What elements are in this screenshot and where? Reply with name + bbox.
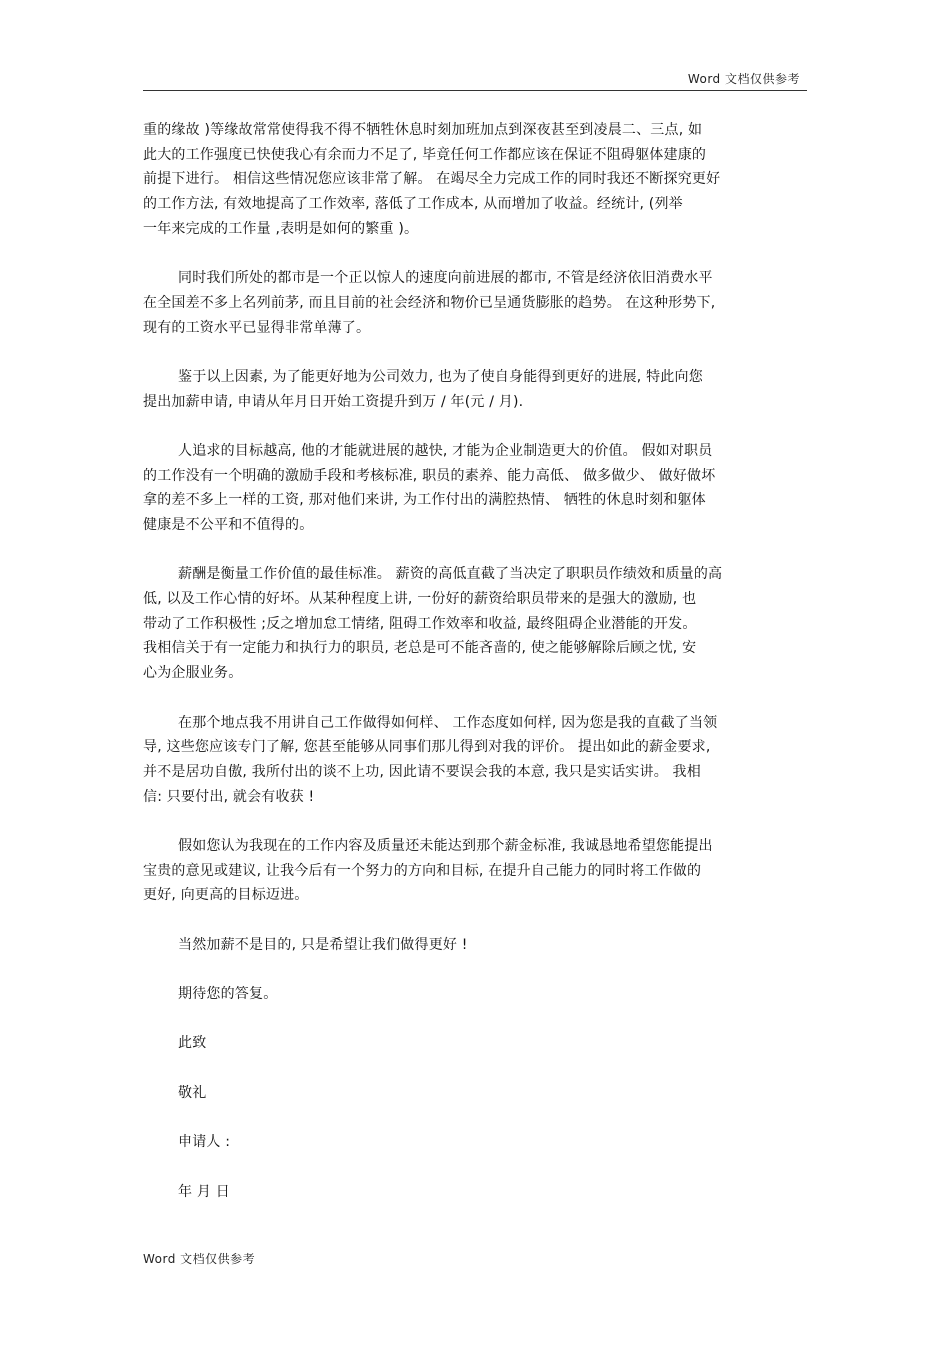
paragraph-1 xyxy=(143,118,807,241)
document-body xyxy=(143,118,807,1229)
salutation-line: 此致 xyxy=(178,1035,207,1052)
text-line: 带动了工作积极性 ;反之增加怠工情绪, 阻碍工作效率和收益, 最终阻碍企业潜能的开发。 xyxy=(143,615,697,632)
text-line: 健康是不公平和不值得的。 xyxy=(143,517,314,533)
date-line: 年 月 日 xyxy=(178,1183,230,1200)
paragraph-5 xyxy=(143,562,807,685)
text-line: 拿的差不多上一样的工资, 那对他们来讲, 为工作付出的满腔热情、 牺牲的休息时刻和躯体 xyxy=(143,492,706,509)
text-line: 鉴于以上因素, 为了能更好地为公司效力, 也为了使自身能得到更好的进展, 特此向您 xyxy=(178,368,703,385)
paragraph-2 xyxy=(143,266,807,340)
text-line: 提出加薪申请, 申请从年月日开始工资提升到万 / 年(元 / 月). xyxy=(143,393,524,410)
text-line: 重的缘故 )等缘故常常使得我不得不牺牲休息时刻加班加点到深夜甚至到凌晨二、三点, 如 xyxy=(143,122,703,138)
text-line: 现有的工资水平已显得非常单薄了。 xyxy=(143,319,371,336)
text-line: 此大的工作强度已快使我心有余而力不足了, 毕竟任何工作都应该在保证不阻碍躯体建康的 xyxy=(143,146,707,163)
text-line: 人追求的目标越高, 他的才能就进展的越快, 才能为企业制造更大的价值。 假如对职员 xyxy=(178,442,713,459)
text-line: 在全国差不多上名列前茅, 而且目前的社会经济和物价已呈通货膨胀的趋势。 在这种形势下, xyxy=(143,294,716,311)
text-line: 在那个地点我不用讲自己工作做得如何样、 工作态度如何样, 因为您是我的直截了当领 xyxy=(178,714,718,731)
header-divider xyxy=(143,90,807,91)
text-line: 并不是居功自傲, 我所付出的谈不上功, 因此请不要误会我的本意, 我只是实话实讲。 我相 xyxy=(143,763,701,780)
paragraph-3 xyxy=(143,365,807,414)
text-line: 的工作没有一个明确的激励手段和考核标准, 职员的素养、能力高低、 做多做少、 做好做坏 xyxy=(143,467,716,484)
applicant-label: 申请人 : xyxy=(178,1134,231,1151)
closing-section xyxy=(143,933,807,1205)
text-line: 低, 以及工作心情的好坏。从某种程度上讲, 一份好的薪资给职员带来的是强大的激励, 也 xyxy=(143,591,697,608)
salutation-line: 敬礼 xyxy=(178,1084,207,1101)
text-line: 心为企服业务。 xyxy=(143,665,243,682)
text-line: 同时我们所处的都市是一个正以惊人的速度向前进展的都市, 不管是经济依旧消费水平 xyxy=(178,270,713,287)
text-line: 宝贵的意见或建议, 让我今后有一个努力的方向和目标, 在提升自己能力的同时将工作做的 xyxy=(143,862,702,879)
text-line: 信: 只要付出, 就会有收获 ! xyxy=(143,788,315,805)
paragraph-7 xyxy=(143,834,807,908)
text-line: 前提下进行。 相信这些情况您应该非常了解。 在竭尽全力完成工作的同时我还不断探究更好 xyxy=(143,171,721,188)
paragraph-4 xyxy=(143,439,807,538)
text-line: 的工作方法, 有效地提高了工作效率, 落低了工作成本, 从而增加了收益。经统计, (列举 xyxy=(143,196,683,213)
text-line: 导, 这些您应该专门了解, 您甚至能够从同事们那儿得到对我的评价。 提出如此的薪金要求, xyxy=(143,739,711,756)
closing-line: 期待您的答复。 xyxy=(178,986,278,1003)
closing-line: 当然加薪不是目的, 只是希望让我们做得更好 ! xyxy=(178,936,468,953)
paragraph-6 xyxy=(143,711,807,810)
page-header-text: Word 文档仅供参考 xyxy=(687,72,800,86)
text-line: 更好, 向更高的目标迈进。 xyxy=(143,887,309,904)
text-line: 我相信关于有一定能力和执行力的职员, 老总是可不能吝啬的, 使之能够解除后顾之忧, 安 xyxy=(143,640,697,657)
text-line: 一年来完成的工作量 ,表明是如何的繁重 )。 xyxy=(143,220,419,237)
page-footer-text: Word 文档仅供参考 xyxy=(143,1252,256,1266)
text-line: 假如您认为我现在的工作内容及质量还未能达到那个薪金标准, 我诚恳地希望您能提出 xyxy=(178,837,713,854)
text-line: 薪酬是衡量工作价值的最佳标准。 薪资的高低直截了当决定了职职员作绩效和质量的高 xyxy=(178,566,723,583)
